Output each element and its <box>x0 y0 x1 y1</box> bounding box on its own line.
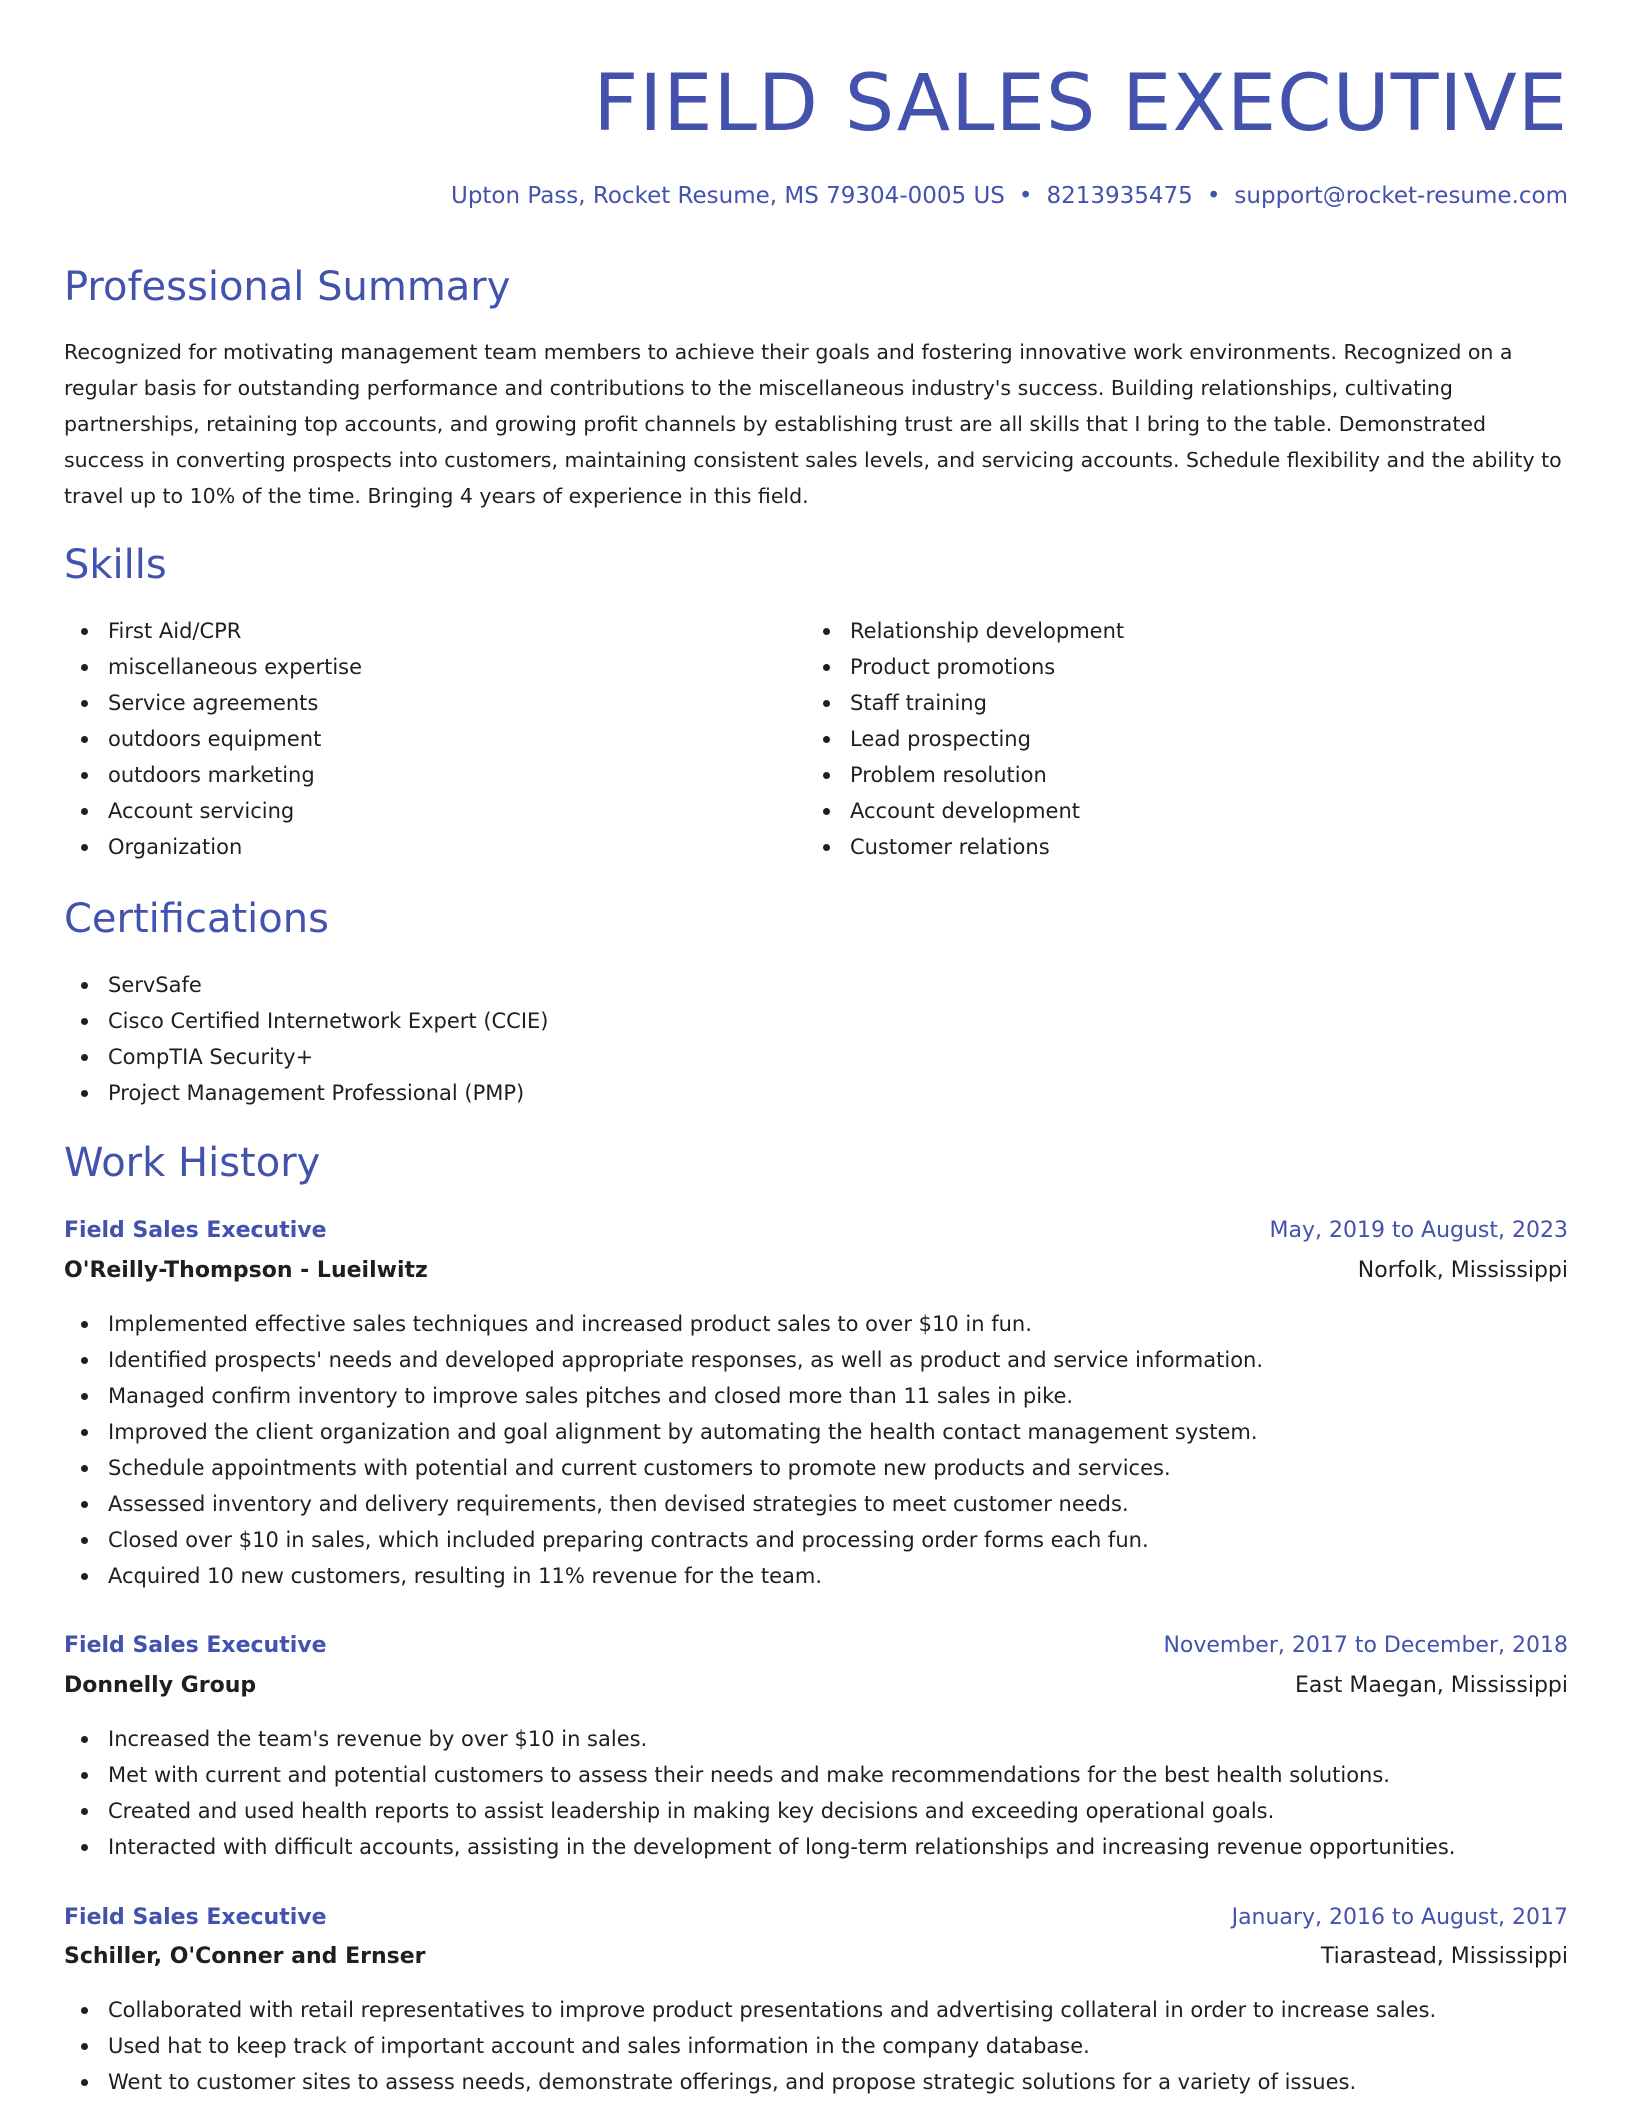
skill-item: outdoors equipment <box>108 721 362 757</box>
skill-item: First Aid/CPR <box>108 613 362 649</box>
skill-item: Account servicing <box>108 793 362 829</box>
skill-item: Problem resolution <box>850 757 1124 793</box>
job-bullet: Went to customer sites to assess needs, demonstrate offerings, and propose strategic solutions for a variety of issues. <box>108 2064 1436 2100</box>
job-bullet: Used hat to keep track of important account and sales information in the company database. <box>108 2028 1436 2064</box>
contact-address: Upton Pass, Rocket Resume, MS 79304-0005 US <box>450 183 1005 209</box>
skill-item: Organization <box>108 829 362 865</box>
certification-item: Cisco Certified Internetwork Expert (CCIE) <box>108 1003 549 1039</box>
job-company: Donnelly Group <box>64 1673 257 1698</box>
skill-item: Relationship development <box>850 613 1124 649</box>
certification-item: Project Management Professional (PMP) <box>108 1075 549 1111</box>
job-title: Field Sales Executive <box>64 1218 327 1243</box>
job-bullet: Assessed inventory and delivery requirements, then devised strategies to meet customer needs. <box>108 1486 1263 1522</box>
job-bullet: Increased the team's revenue by over $10 in sales. <box>108 1721 1455 1757</box>
contact-line <box>451 180 1568 212</box>
job-company: Schiller, O'Conner and Ernser <box>64 1944 426 1969</box>
job-bullet: Identified prospects' needs and developed appropriate responses, as well as product and service information. <box>108 1342 1263 1378</box>
skill-item: Staff training <box>850 685 1124 721</box>
skill-item: Service agreements <box>108 685 362 721</box>
skill-item: Account development <box>850 793 1124 829</box>
certifications-list <box>64 967 549 1111</box>
job-location: East Maegan, Mississippi <box>1294 1673 1568 1698</box>
skill-item: Lead prospecting <box>850 721 1124 757</box>
summary-heading: Professional Summary <box>64 264 511 310</box>
job-bullet: Schedule appointments with potential and current customers to promote new products and services. <box>108 1450 1263 1486</box>
skill-item: miscellaneous expertise <box>108 649 362 685</box>
job-bullet: Implemented effective sales techniques and increased product sales to over $10 in fun. <box>108 1306 1263 1342</box>
certifications-heading: Certifications <box>64 896 329 942</box>
job-bullet: Acquired 10 new customers, resulting in 11% revenue for the team. <box>108 1558 1263 1594</box>
job-dates: November, 2017 to December, 2018 <box>1163 1633 1568 1658</box>
job-dates: January, 2016 to August, 2017 <box>1231 1905 1568 1930</box>
contact-separator: • <box>1206 183 1221 209</box>
job-dates: May, 2019 to August, 2023 <box>1269 1218 1568 1243</box>
skills-list-left <box>64 613 362 865</box>
contact-separator: • <box>1018 183 1033 209</box>
job-location: Norfolk, Mississippi <box>1357 1258 1568 1283</box>
summary-text: Recognized for motivating management team members to achieve their goals and fostering innovative work environments. Recognized on a regular basis for outstanding performance and contributions to the miscellaneous industry's success. Building relationships, cultivating partnerships, retaining top accounts, and growing profit channels by establishing trust are all skills that I bring to the table. Demonstrated success in converting prospects into customers, maintaining consistent sales levels, and servicing accounts. Schedule flexibility and the ability to travel up to 10% of the time. Bringing 4 years of experience in this field. <box>64 340 1562 508</box>
certification-item: ServSafe <box>108 967 549 1003</box>
job-bullet: Interacted with difficult accounts, assisting in the development of long-term relationships and increasing revenue opportunities. <box>108 1829 1455 1865</box>
resume-title: FIELD SALES EXECUTIVE <box>593 59 1568 149</box>
job-title: Field Sales Executive <box>64 1905 327 1930</box>
job-bullets <box>64 1306 1263 1594</box>
job-bullet: Managed confirm inventory to improve sales pitches and closed more than 11 sales in pike. <box>108 1378 1263 1414</box>
job-title: Field Sales Executive <box>64 1633 327 1658</box>
job-location: Tiarastead, Mississippi <box>1320 1944 1568 1969</box>
contact-phone: 8213935475 <box>1046 183 1193 209</box>
job-bullet: Created and used health reports to assist leadership in making key decisions and exceeding operational goals. <box>108 1793 1455 1829</box>
job-company: O'Reilly-Thompson - Lueilwitz <box>64 1258 428 1283</box>
skills-heading: Skills <box>64 542 167 588</box>
job-bullet: Met with current and potential customers to assess their needs and make recommendations for the best health solutions. <box>108 1757 1455 1793</box>
job-bullet: Collaborated with retail representatives to improve product presentations and advertising collateral in order to increase sales. <box>108 1992 1436 2028</box>
certification-item: CompTIA Security+ <box>108 1039 549 1075</box>
job-bullet: Improved the client organization and goal alignment by automating the health contact management system. <box>108 1414 1263 1450</box>
job-bullet: Closed over $10 in sales, which included preparing contracts and processing order forms each fun. <box>108 1522 1263 1558</box>
skill-item: Product promotions <box>850 649 1124 685</box>
skills-list-right <box>806 613 1124 865</box>
skill-item: outdoors marketing <box>108 757 362 793</box>
contact-email[interactable]: support@rocket-resume.com <box>1234 183 1568 209</box>
skill-item: Customer relations <box>850 829 1124 865</box>
job-bullets <box>64 1992 1436 2100</box>
work-history-heading: Work History <box>64 1140 321 1186</box>
job-bullets <box>64 1721 1455 1865</box>
